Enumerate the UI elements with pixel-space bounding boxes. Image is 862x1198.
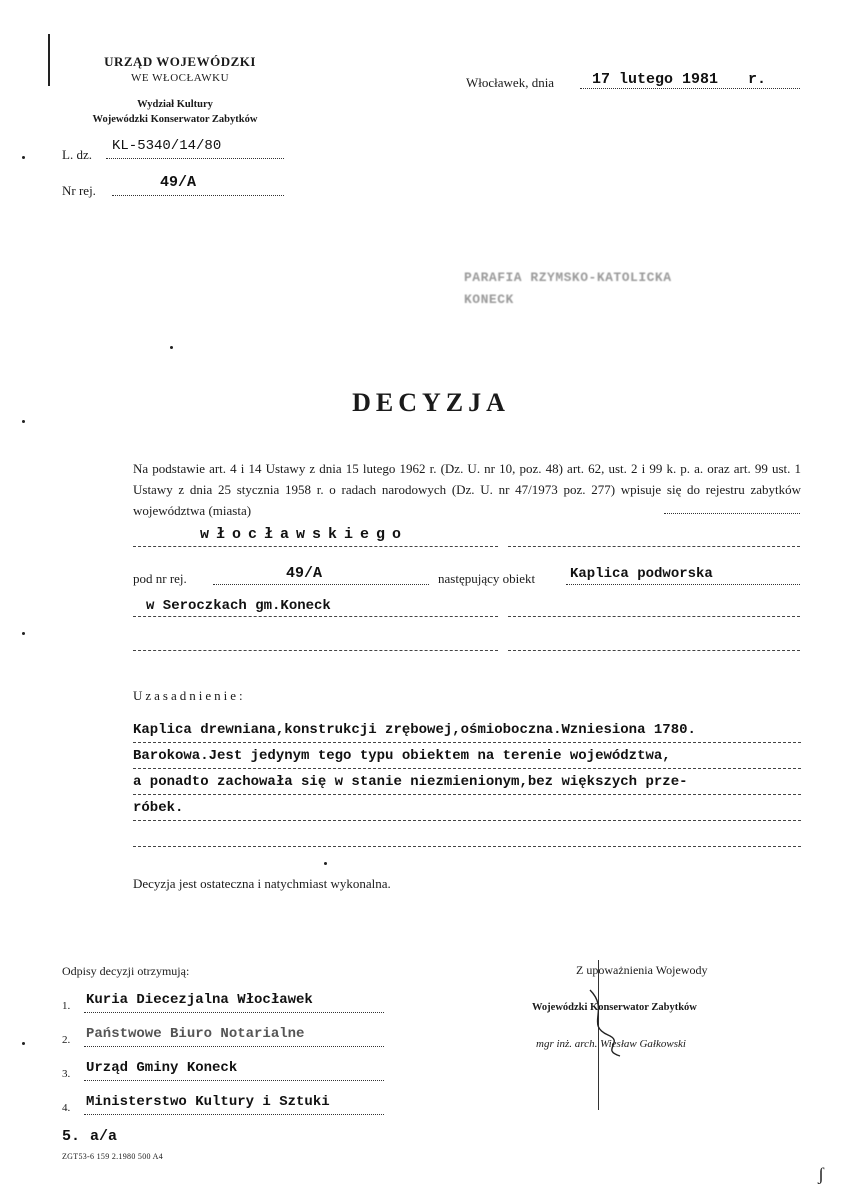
legal-basis-fill-line bbox=[664, 513, 800, 514]
pod-nr-label: pod nr rej. bbox=[133, 571, 187, 586]
object-line2-value: w Seroczkach gm.Koneck bbox=[146, 598, 331, 614]
copy-number: 5. bbox=[62, 1128, 81, 1145]
ldz-value: KL-5340/14/80 bbox=[112, 138, 222, 154]
ldz-line bbox=[106, 158, 284, 159]
scan-speck bbox=[22, 632, 25, 635]
signature-authority: Z upoważnienia Wojewody bbox=[576, 963, 708, 977]
justification-rule-3 bbox=[133, 794, 801, 795]
object-line bbox=[566, 584, 800, 585]
office-line1: URZĄD WOJEWÓDZKI bbox=[104, 54, 256, 69]
copy-text: Urząd Gminy Koneck bbox=[86, 1060, 238, 1076]
blank-line-a bbox=[133, 650, 498, 651]
object-label: następujący obiekt bbox=[438, 571, 536, 586]
final-note: Decyzja jest ostateczna i natychmiast wykonalna. bbox=[133, 876, 391, 891]
office-line2: WE WŁOCŁAWKU bbox=[130, 72, 230, 84]
copy-line bbox=[84, 1046, 384, 1047]
copy-text: Kuria Diecezjalna Włocławek bbox=[86, 992, 313, 1008]
addressee-line2: KONECK bbox=[464, 292, 514, 307]
ldz-label: L. dz. bbox=[62, 147, 92, 162]
copy-number: 1. bbox=[62, 1000, 71, 1012]
scan-speck bbox=[22, 420, 25, 423]
corner-bracket-mark bbox=[48, 34, 54, 86]
copy-line bbox=[84, 1012, 384, 1013]
justification-rule-5 bbox=[133, 846, 801, 847]
object-line2-b bbox=[508, 616, 800, 617]
justification-text bbox=[133, 722, 823, 826]
addressee-line1: PARAFIA RZYMSKO-KATOLICKA bbox=[464, 270, 672, 285]
blank-line-b bbox=[508, 650, 800, 651]
office-name bbox=[90, 54, 270, 84]
voivodeship-line-a bbox=[133, 546, 498, 547]
list-item bbox=[62, 1128, 402, 1154]
justification-label: Uzasadnienie: bbox=[133, 688, 246, 703]
voivodeship-value: włocławskiego bbox=[200, 526, 409, 543]
stamp-line1: Wojewódzki Konserwator Zabytków bbox=[532, 1002, 697, 1013]
date-value: 17 lutego 1981 bbox=[592, 71, 719, 88]
copy-text: a/a bbox=[90, 1128, 118, 1145]
nrrej-line bbox=[112, 195, 284, 196]
copy-number: 4. bbox=[62, 1102, 71, 1114]
object-line2-a bbox=[133, 616, 498, 617]
print-code: ZGT53-6 159 2.1980 500 A4 bbox=[62, 1152, 164, 1161]
copy-number: 3. bbox=[62, 1068, 71, 1080]
stamp-line2: mgr inż. arch. Wiesław Gałkowski bbox=[536, 1038, 686, 1050]
pod-nr-line bbox=[213, 584, 429, 585]
pod-nr-value: 49/A bbox=[286, 565, 323, 582]
dept-line2: Wojewódzki Konserwator Zabytków bbox=[92, 114, 258, 125]
copies-label: Odpisy decyzji otrzymują: bbox=[62, 964, 190, 978]
copies-list bbox=[62, 992, 402, 1154]
object-value: Kaplica podworska bbox=[570, 566, 713, 582]
corner-mark: ʃ bbox=[818, 1164, 824, 1184]
scan-speck bbox=[170, 346, 173, 349]
copy-text: Ministerstwo Kultury i Sztuki bbox=[86, 1094, 330, 1110]
document-title: DECYZJA bbox=[352, 388, 510, 417]
copy-line bbox=[84, 1114, 384, 1115]
department bbox=[60, 97, 290, 127]
date-line bbox=[580, 88, 800, 89]
justification-rule-4 bbox=[133, 820, 801, 821]
date-suffix: r. bbox=[748, 71, 767, 88]
justification-rule-2 bbox=[133, 768, 801, 769]
copy-text: Państwowe Biuro Notarialne bbox=[86, 1026, 305, 1042]
copy-line bbox=[84, 1080, 384, 1081]
scan-speck bbox=[22, 1042, 25, 1045]
list-item bbox=[62, 992, 402, 1026]
scan-speck bbox=[324, 862, 327, 865]
justification-line-2: Barokowa.Jest jedynym tego typu obiektem na terenie województwa, bbox=[133, 748, 671, 764]
voivodeship-line-b bbox=[508, 546, 800, 547]
nrrej-label: Nr rej. bbox=[62, 183, 96, 198]
list-item bbox=[62, 1094, 402, 1128]
scan-speck bbox=[22, 156, 25, 159]
justification-line-4: róbek. bbox=[133, 800, 184, 816]
place-label: Włocławek, dnia bbox=[466, 75, 555, 90]
justification-line-3: a ponadto zachowała się w stanie niezmienionym,bez większych prze- bbox=[133, 774, 688, 790]
list-item bbox=[62, 1060, 402, 1094]
justification-line-1: Kaplica drewniana,konstrukcji zrębowej,ośmioboczna.Wzniesiona 1780. bbox=[133, 722, 696, 738]
dept-line1: Wydział Kultury bbox=[137, 99, 213, 110]
copy-number: 2. bbox=[62, 1034, 71, 1046]
legal-basis: Na podstawie art. 4 i 14 Ustawy z dnia 15 lutego 1962 r. (Dz. U. nr 10, poz. 48) art. 62, ust. 2 i 99 k. p. a. oraz art. 99 ust. 1 Ustawy z dnia 25 stycznia 1958 r. o radach narodowych (Dz. U. nr 47/1973 poz. 277) wpisuje się do rejestru zabytków województwa (miasta) bbox=[133, 461, 801, 518]
handwritten-signature bbox=[580, 980, 640, 1060]
justification-rule-1 bbox=[133, 742, 801, 743]
nrrej-value: 49/A bbox=[160, 174, 197, 191]
list-item bbox=[62, 1026, 402, 1060]
